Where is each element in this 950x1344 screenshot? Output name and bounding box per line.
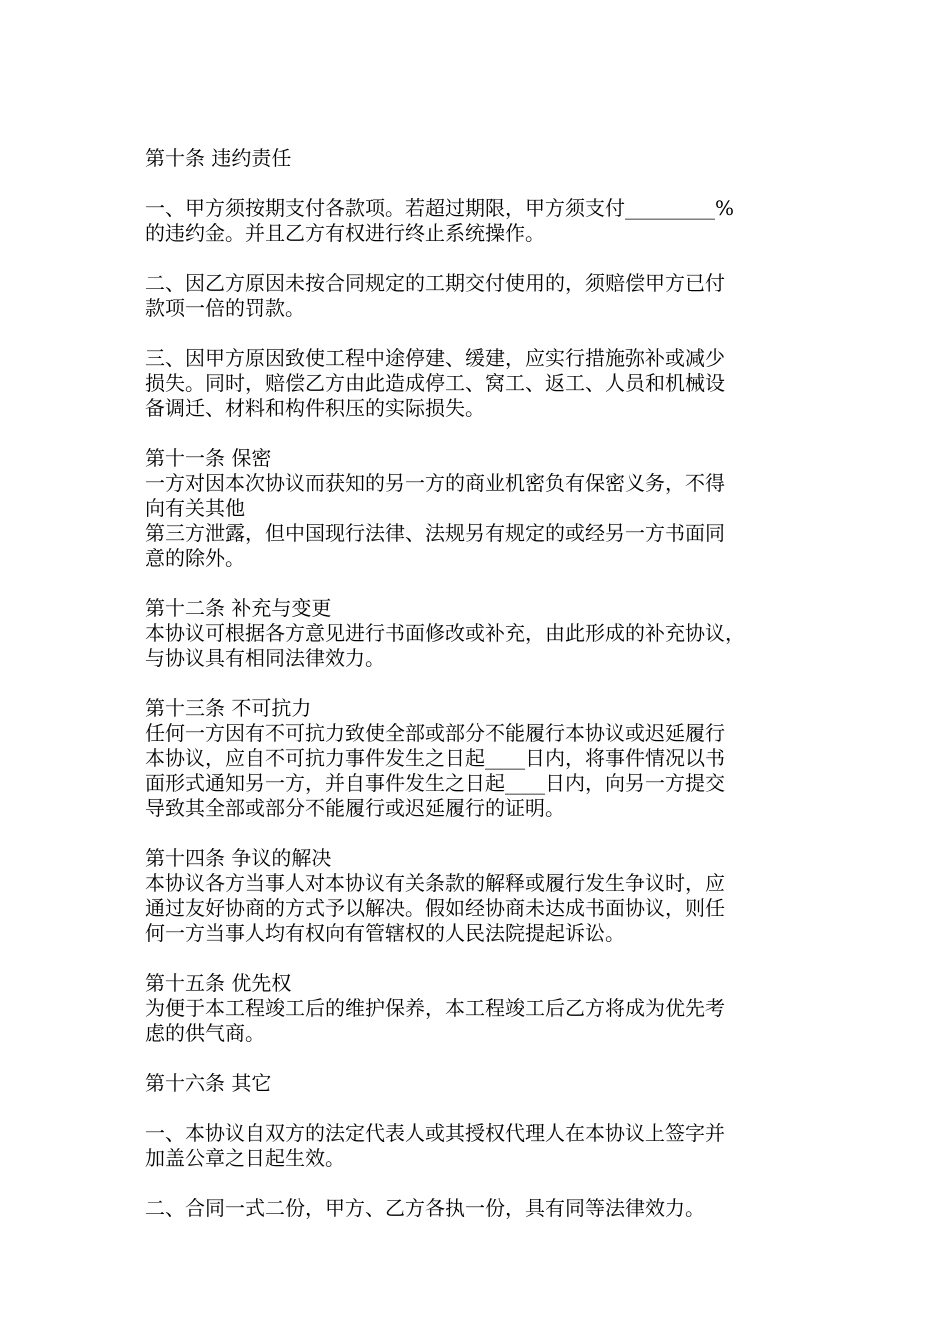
text-line: 的违约金。并且乙方有权进行终止系统操作。 bbox=[145, 221, 545, 245]
text-line: 第三方泄露，但中国现行法律、法规另有规定的或经另一方书面同 bbox=[145, 521, 725, 545]
text-line: 第十条 违约责任 bbox=[145, 146, 292, 170]
text-line: 一、本协议自双方的法定代表人或其授权代理人在本协议上签字并 bbox=[145, 1121, 725, 1145]
text-line: 向有关其他 bbox=[145, 496, 245, 520]
text-line: 何一方当事人均有权向有管辖权的人民法院提起诉讼。 bbox=[145, 921, 625, 945]
text-line: 任何一方因有不可抗力致使全部或部分不能履行本协议或迟延履行 bbox=[145, 721, 725, 745]
text-line: 通过友好协商的方式予以解决。假如经协商未达成书面协议，则任 bbox=[145, 896, 725, 920]
text-line: 为便于本工程竣工后的维护保养，本工程竣工后乙方将成为优先考 bbox=[145, 996, 725, 1020]
text-line: 损失。同时，赔偿乙方由此造成停工、窝工、返工、人员和机械设 bbox=[145, 371, 725, 395]
blank-line bbox=[145, 1171, 825, 1196]
text-line: 第十六条 其它 bbox=[145, 1071, 272, 1095]
text-line: 备调迁、材料和构件积压的实际损失。 bbox=[145, 396, 485, 420]
text-line: 意的除外。 bbox=[145, 546, 245, 570]
blank-line bbox=[145, 171, 825, 196]
text-line: 款项一倍的罚款。 bbox=[145, 296, 305, 320]
blank-line bbox=[145, 671, 825, 696]
document-page bbox=[145, 146, 825, 1221]
text-line: 导致其全部或部分不能履行或迟延履行的证明。 bbox=[145, 796, 565, 820]
blank-line bbox=[145, 571, 825, 596]
text-line: 二、合同一式二份，甲方、乙方各执一份，具有同等法律效力。 bbox=[145, 1196, 705, 1220]
blank-line bbox=[145, 946, 825, 971]
blank-line bbox=[145, 321, 825, 346]
blank-line bbox=[145, 821, 825, 846]
blank-line bbox=[145, 1046, 825, 1071]
text-line: 与协议具有相同法律效力。 bbox=[145, 646, 385, 670]
text-line: 第十三条 不可抗力 bbox=[145, 696, 312, 720]
blank-line bbox=[145, 1096, 825, 1121]
text-line: 加盖公章之日起生效。 bbox=[145, 1146, 345, 1170]
text-line: 本协议可根据各方意见进行书面修改或补充，由此形成的补充协议， bbox=[145, 621, 745, 645]
text-line: 一方对因本次协议而获知的另一方的商业机密负有保密义务，不得 bbox=[145, 471, 725, 495]
text-line: 虑的供气商。 bbox=[145, 1021, 265, 1045]
text-line: 本协议各方当事人对本协议有关条款的解释或履行发生争议时，应 bbox=[145, 871, 725, 895]
blank-line bbox=[145, 421, 825, 446]
blank-line bbox=[145, 246, 825, 271]
text-line: 第十五条 优先权 bbox=[145, 971, 292, 995]
text-line: 第十四条 争议的解决 bbox=[145, 846, 332, 870]
text-line: 二、因乙方原因未按合同规定的工期交付使用的，须赔偿甲方已付 bbox=[145, 271, 725, 295]
text-line: 第十一条 保密 bbox=[145, 446, 272, 470]
text-line: 第十二条 补充与变更 bbox=[145, 596, 332, 620]
text-line: 面形式通知另一方，并自事件发生之日起____日内，向另一方提交 bbox=[145, 771, 725, 795]
text-line: 本协议，应自不可抗力事件发生之日起____日内，将事件情况以书 bbox=[145, 746, 725, 770]
text-line: 一、甲方须按期支付各款项。若超过期限，甲方须支付_________% bbox=[145, 196, 735, 220]
text-line: 三、因甲方原因致使工程中途停建、缓建，应实行措施弥补或减少 bbox=[145, 346, 725, 370]
